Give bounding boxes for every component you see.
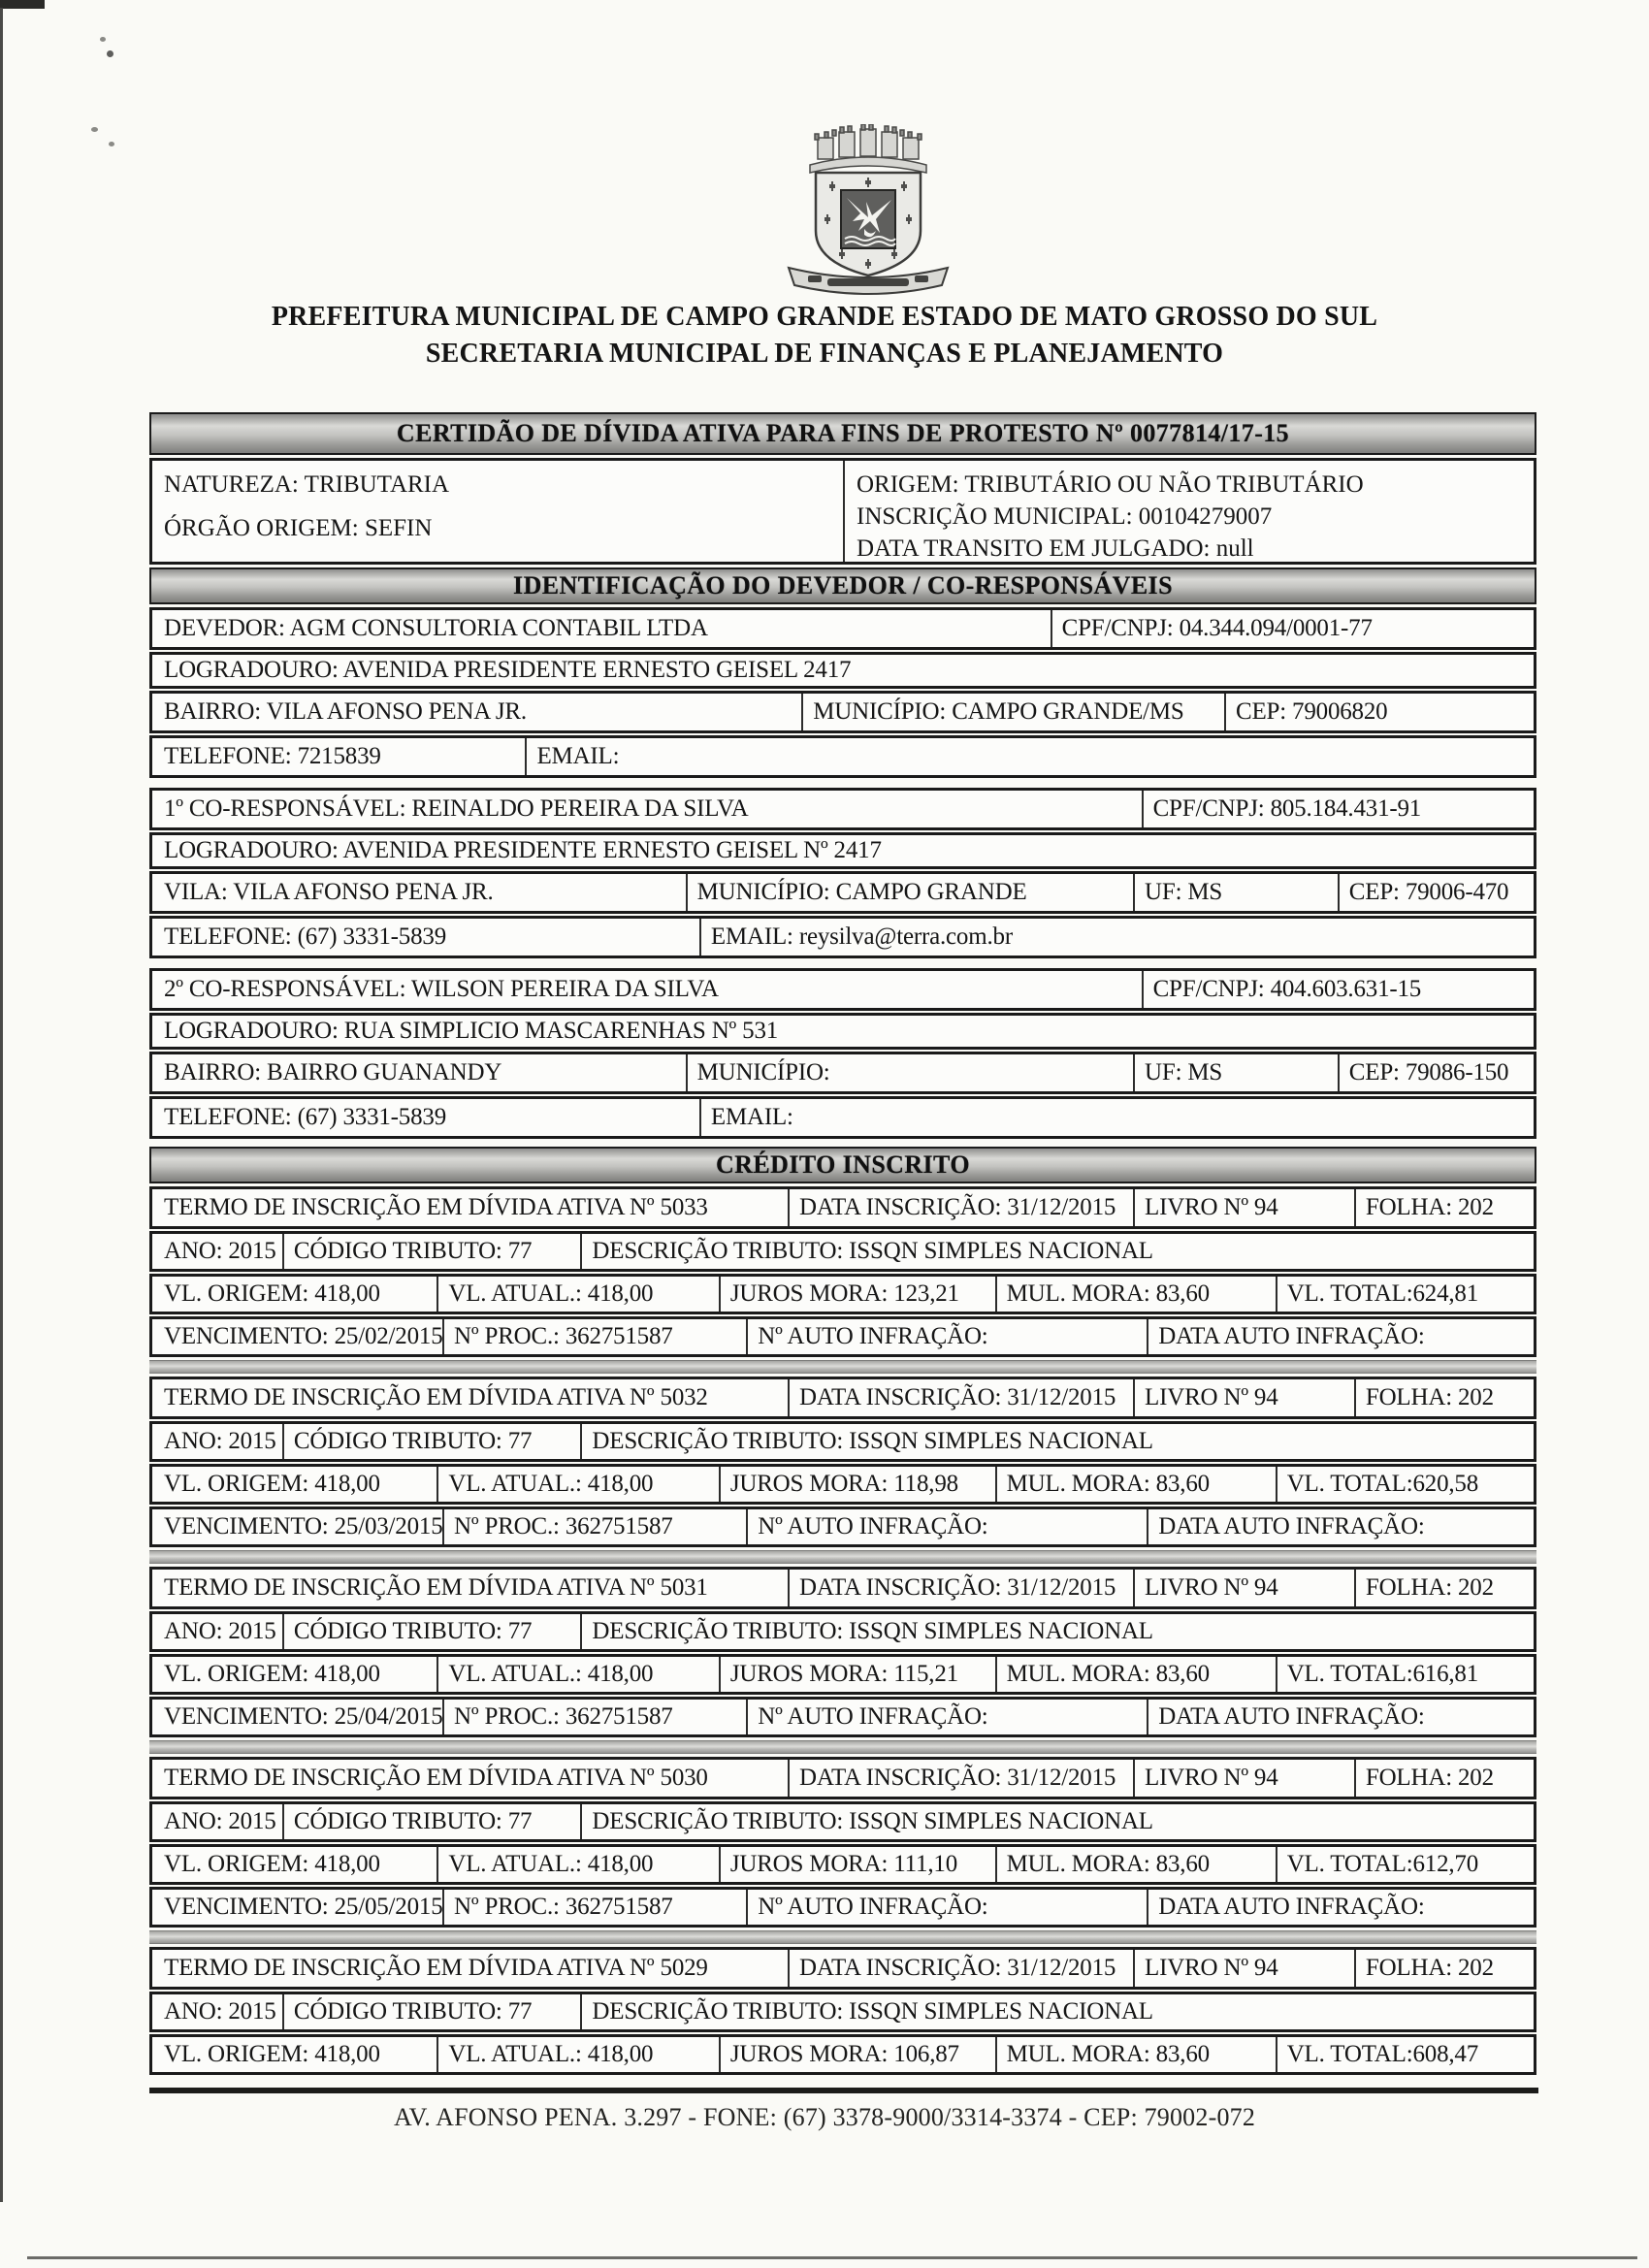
field-corresp1-vila: VILA: VILA AFONSO PENA JR. — [164, 879, 494, 905]
section-separator — [149, 1930, 1536, 1944]
field-n-proc: Nº PROC.: 362751587 — [442, 1319, 746, 1354]
scan-speck — [100, 37, 106, 42]
field-mul-mora: MUL. MORA: 83,60 — [995, 1847, 1276, 1882]
field-corresp2-municipio: MUNICÍPIO: — [686, 1054, 1133, 1091]
field-mul-mora: MUL. MORA: 83,60 — [995, 1277, 1276, 1312]
section-header-identificacao: IDENTIFICAÇÃO DO DEVEDOR / CO-RESPONSÁVEIS — [149, 567, 1536, 604]
field-juros-mora: JUROS MORA: 115,21 — [719, 1657, 995, 1692]
table-row-devedor-logradouro — [149, 652, 1536, 689]
field-corresp1-email: EMAIL: reysilva@terra.com.br — [699, 919, 1534, 956]
field-n-proc: Nº PROC.: 362751587 — [442, 1890, 746, 1925]
field-inscricao-municipal: INSCRIÇÃO MUNICIPAL: 00104279007 — [857, 503, 1273, 530]
table-row-ano — [149, 1611, 1536, 1652]
table-row-corresp1-vila — [149, 871, 1536, 914]
field-corresp2-cpf: CPF/CNPJ: 404.603.631-15 — [1142, 971, 1534, 1008]
field-mul-mora: MUL. MORA: 83,60 — [995, 1657, 1276, 1692]
table-row-valores — [149, 1464, 1536, 1505]
field-devedor-cep: CEP: 79006820 — [1224, 694, 1534, 730]
scan-speck — [107, 50, 113, 57]
table-row-valores — [149, 1844, 1536, 1885]
field-corresp1-logradouro: LOGRADOURO: AVENIDA PRESIDENTE ERNESTO GEISEL Nº 2417 — [164, 837, 882, 863]
table-row-termo — [149, 1377, 1536, 1419]
field-vencimento: VENCIMENTO: 25/03/2015 — [164, 1513, 443, 1539]
footer-divider-line — [149, 2088, 1538, 2093]
field-corresp2-bairro: BAIRRO: BAIRRO GUANANDY — [164, 1059, 502, 1085]
field-ano: ANO: 2015 — [164, 1808, 276, 1834]
scan-artifact-top — [0, 0, 45, 9]
field-data-auto-infracao: DATA AUTO INFRAÇÃO: — [1147, 1890, 1534, 1925]
field-n-proc: Nº PROC.: 362751587 — [442, 1700, 746, 1734]
table-row-valores — [149, 1274, 1536, 1314]
section-separator — [149, 1740, 1536, 1754]
field-n-auto-infracao: Nº AUTO INFRAÇÃO: — [746, 1319, 1147, 1354]
field-devedor-bairro: BAIRRO: VILA AFONSO PENA JR. — [164, 698, 527, 725]
field-folha: FOLHA: 202 — [1354, 1570, 1534, 1606]
field-corresp2-telefone: TELEFONE: (67) 3331-5839 — [164, 1104, 446, 1130]
field-juros-mora: JUROS MORA: 111,10 — [719, 1847, 995, 1882]
section-header-certidao: CERTIDÃO DE DÍVIDA ATIVA PARA FINS DE PROTESTO Nº 0077814/17-15 — [149, 412, 1536, 455]
certidao-info-block — [149, 458, 1536, 565]
field-descricao-tributo: DESCRIÇÃO TRIBUTO: ISSQN SIMPLES NACIONAL — [580, 1994, 1534, 2029]
field-vl-total: VL. TOTAL:608,47 — [1276, 2037, 1534, 2072]
table-row-corresp2 — [149, 968, 1536, 1011]
field-vl-atual: VL. ATUAL.: 418,00 — [436, 1467, 718, 1502]
field-corresp2-nome: 2º CO-RESPONSÁVEL: WILSON PEREIRA DA SILVA — [164, 976, 719, 1002]
field-termo: TERMO DE INSCRIÇÃO EM DÍVIDA ATIVA Nº 5029 — [164, 1955, 708, 1981]
field-termo: TERMO DE INSCRIÇÃO EM DÍVIDA ATIVA Nº 5031 — [164, 1574, 708, 1601]
field-data-inscricao: DATA INSCRIÇÃO: 31/12/2015 — [788, 1379, 1133, 1416]
field-origem: ORIGEM: TRIBUTÁRIO OU NÃO TRIBUTÁRIO — [857, 471, 1364, 498]
field-codigo-tributo: CÓDIGO TRIBUTO: 77 — [282, 1424, 581, 1459]
scan-artifact-bottom-edge — [27, 2256, 1637, 2259]
table-row-ano — [149, 1801, 1536, 1842]
field-ano: ANO: 2015 — [164, 1238, 276, 1264]
title-line-1: PREFEITURA MUNICIPAL DE CAMPO GRANDE ESTADO DE MATO GROSSO DO SUL — [271, 302, 1378, 332]
certidao-left-column — [152, 461, 843, 562]
field-ano: ANO: 2015 — [164, 1618, 276, 1644]
field-livro: LIVRO Nº 94 — [1133, 1950, 1354, 1987]
field-corresp2-email: EMAIL: — [699, 1099, 1534, 1136]
field-descricao-tributo: DESCRIÇÃO TRIBUTO: ISSQN SIMPLES NACIONAL — [580, 1804, 1534, 1839]
field-termo: TERMO DE INSCRIÇÃO EM DÍVIDA ATIVA Nº 5033 — [164, 1194, 708, 1220]
field-termo: TERMO DE INSCRIÇÃO EM DÍVIDA ATIVA Nº 5032 — [164, 1384, 708, 1410]
field-vl-origem: VL. ORIGEM: 418,00 — [164, 1280, 380, 1307]
field-n-proc: Nº PROC.: 362751587 — [442, 1509, 746, 1544]
footer-address: AV. AFONSO PENA. 3.297 - FONE: (67) 3378-9000/3314-3374 - CEP: 79002-072 — [393, 2103, 1256, 2131]
field-n-auto-infracao: Nº AUTO INFRAÇÃO: — [746, 1700, 1147, 1734]
table-row-corresp2-bairro — [149, 1052, 1536, 1094]
table-row-devedor-telefone — [149, 735, 1536, 778]
field-vl-atual: VL. ATUAL.: 418,00 — [436, 1847, 718, 1882]
field-termo: TERMO DE INSCRIÇÃO EM DÍVIDA ATIVA Nº 5030 — [164, 1765, 708, 1791]
scan-speck — [91, 127, 98, 132]
title-line-2: SECRETARIA MUNICIPAL DE FINANÇAS E PLANEJAMENTO — [425, 339, 1224, 369]
table-row-valores — [149, 2034, 1536, 2075]
field-descricao-tributo: DESCRIÇÃO TRIBUTO: ISSQN SIMPLES NACIONAL — [580, 1614, 1534, 1649]
field-corresp1-municipio: MUNICÍPIO: CAMPO GRANDE — [686, 874, 1133, 911]
table-row-termo — [149, 1757, 1536, 1799]
table-row-devedor — [149, 607, 1536, 650]
scan-speck — [109, 142, 114, 146]
field-vencimento: VENCIMENTO: 25/02/2015 — [164, 1323, 443, 1349]
table-row-vencimento — [149, 1887, 1536, 1928]
field-codigo-tributo: CÓDIGO TRIBUTO: 77 — [282, 1234, 581, 1269]
section-separator — [149, 1360, 1536, 1374]
field-mul-mora: MUL. MORA: 83,60 — [995, 1467, 1276, 1502]
field-juros-mora: JUROS MORA: 106,87 — [719, 2037, 995, 2072]
field-folha: FOLHA: 202 — [1354, 1379, 1534, 1416]
table-row-termo — [149, 1186, 1536, 1229]
field-vencimento: VENCIMENTO: 25/04/2015 — [164, 1703, 443, 1730]
table-row-valores — [149, 1654, 1536, 1695]
field-livro: LIVRO Nº 94 — [1133, 1379, 1354, 1416]
field-corresp1-nome: 1º CO-RESPONSÁVEL: REINALDO PEREIRA DA SILVA — [164, 795, 749, 822]
field-ano: ANO: 2015 — [164, 1998, 276, 2025]
field-data-inscricao: DATA INSCRIÇÃO: 31/12/2015 — [788, 1760, 1133, 1797]
field-data-auto-infracao: DATA AUTO INFRAÇÃO: — [1147, 1700, 1534, 1734]
field-corresp1-telefone: TELEFONE: (67) 3331-5839 — [164, 923, 446, 950]
field-vl-total: VL. TOTAL:624,81 — [1276, 1277, 1534, 1312]
field-devedor-telefone: TELEFONE: 7215839 — [164, 743, 381, 769]
field-livro: LIVRO Nº 94 — [1133, 1760, 1354, 1797]
field-devedor-email: EMAIL: — [525, 738, 1534, 775]
section-separator — [149, 1550, 1536, 1564]
field-data-inscricao: DATA INSCRIÇÃO: 31/12/2015 — [788, 1189, 1133, 1226]
section-header-credito: CRÉDITO INSCRITO — [149, 1147, 1536, 1183]
field-data-transito: DATA TRANSITO EM JULGADO: null — [857, 535, 1254, 562]
table-row-ano — [149, 1992, 1536, 2032]
field-vl-origem: VL. ORIGEM: 418,00 — [164, 1851, 380, 1877]
document-header — [0, 299, 1649, 373]
field-descricao-tributo: DESCRIÇÃO TRIBUTO: ISSQN SIMPLES NACIONAL — [580, 1424, 1534, 1459]
table-row-corresp1 — [149, 788, 1536, 830]
certidao-right-column — [843, 461, 1534, 562]
table-row-vencimento — [149, 1316, 1536, 1357]
field-ano: ANO: 2015 — [164, 1428, 276, 1454]
certificate-form — [149, 412, 1536, 2075]
campo-grande-coat-of-arms-icon — [771, 124, 965, 302]
table-row-corresp1-telefone — [149, 916, 1536, 958]
field-vl-atual: VL. ATUAL.: 418,00 — [436, 1657, 718, 1692]
field-n-auto-infracao: Nº AUTO INFRAÇÃO: — [746, 1890, 1147, 1925]
field-vl-atual: VL. ATUAL.: 418,00 — [436, 2037, 718, 2072]
field-devedor-cpf: CPF/CNPJ: 04.344.094/0001-77 — [1051, 610, 1534, 647]
field-corresp2-cep: CEP: 79086-150 — [1338, 1054, 1534, 1091]
table-row-corresp2-logradouro — [149, 1013, 1536, 1050]
field-vl-origem: VL. ORIGEM: 418,00 — [164, 1661, 380, 1687]
field-corresp2-uf: UF: MS — [1133, 1054, 1338, 1091]
field-n-auto-infracao: Nº AUTO INFRAÇÃO: — [746, 1509, 1147, 1544]
field-vl-total: VL. TOTAL:620,58 — [1276, 1467, 1534, 1502]
field-folha: FOLHA: 202 — [1354, 1189, 1534, 1226]
field-codigo-tributo: CÓDIGO TRIBUTO: 77 — [282, 1804, 581, 1839]
field-codigo-tributo: CÓDIGO TRIBUTO: 77 — [282, 1614, 581, 1649]
field-codigo-tributo: CÓDIGO TRIBUTO: 77 — [282, 1994, 581, 2029]
table-row-corresp1-logradouro — [149, 832, 1536, 869]
field-corresp2-logradouro: LOGRADOURO: RUA SIMPLICIO MASCARENHAS Nº 531 — [164, 1018, 779, 1044]
table-row-ano — [149, 1231, 1536, 1272]
field-vl-total: VL. TOTAL:612,70 — [1276, 1847, 1534, 1882]
field-devedor-nome: DEVEDOR: AGM CONSULTORIA CONTABIL LTDA — [164, 615, 708, 641]
field-data-inscricao: DATA INSCRIÇÃO: 31/12/2015 — [788, 1570, 1133, 1606]
field-data-auto-infracao: DATA AUTO INFRAÇÃO: — [1147, 1509, 1534, 1544]
field-folha: FOLHA: 202 — [1354, 1760, 1534, 1797]
table-row-termo — [149, 1567, 1536, 1609]
field-vl-atual: VL. ATUAL.: 418,00 — [436, 1277, 718, 1312]
field-mul-mora: MUL. MORA: 83,60 — [995, 2037, 1276, 2072]
field-data-auto-infracao: DATA AUTO INFRAÇÃO: — [1147, 1319, 1534, 1354]
table-row-vencimento — [149, 1697, 1536, 1737]
field-orgao-origem: ÓRGÃO ORIGEM: SEFIN — [164, 515, 433, 541]
table-row-termo — [149, 1947, 1536, 1990]
field-vencimento: VENCIMENTO: 25/05/2015 — [164, 1894, 443, 1920]
field-vl-origem: VL. ORIGEM: 418,00 — [164, 1471, 380, 1497]
field-juros-mora: JUROS MORA: 118,98 — [719, 1467, 995, 1502]
field-vl-origem: VL. ORIGEM: 418,00 — [164, 2041, 380, 2067]
field-juros-mora: JUROS MORA: 123,21 — [719, 1277, 995, 1312]
table-row-ano — [149, 1421, 1536, 1462]
field-descricao-tributo: DESCRIÇÃO TRIBUTO: ISSQN SIMPLES NACIONAL — [580, 1234, 1534, 1269]
field-livro: LIVRO Nº 94 — [1133, 1570, 1354, 1606]
field-livro: LIVRO Nº 94 — [1133, 1189, 1354, 1226]
field-devedor-municipio: MUNICÍPIO: CAMPO GRANDE/MS — [801, 694, 1224, 730]
field-folha: FOLHA: 202 — [1354, 1950, 1534, 1987]
field-vl-total: VL. TOTAL:616,81 — [1276, 1657, 1534, 1692]
field-data-inscricao: DATA INSCRIÇÃO: 31/12/2015 — [788, 1950, 1133, 1987]
table-row-vencimento — [149, 1507, 1536, 1547]
table-row-devedor-bairro — [149, 691, 1536, 733]
field-devedor-logradouro: LOGRADOURO: AVENIDA PRESIDENTE ERNESTO GEISEL 2417 — [164, 657, 852, 683]
table-row-corresp2-telefone — [149, 1096, 1536, 1139]
field-corresp1-uf: UF: MS — [1133, 874, 1338, 911]
field-natureza: NATUREZA: TRIBUTARIA — [164, 471, 450, 498]
field-corresp1-cpf: CPF/CNPJ: 805.184.431-91 — [1142, 791, 1534, 827]
field-corresp1-cep: CEP: 79006-470 — [1338, 874, 1534, 911]
